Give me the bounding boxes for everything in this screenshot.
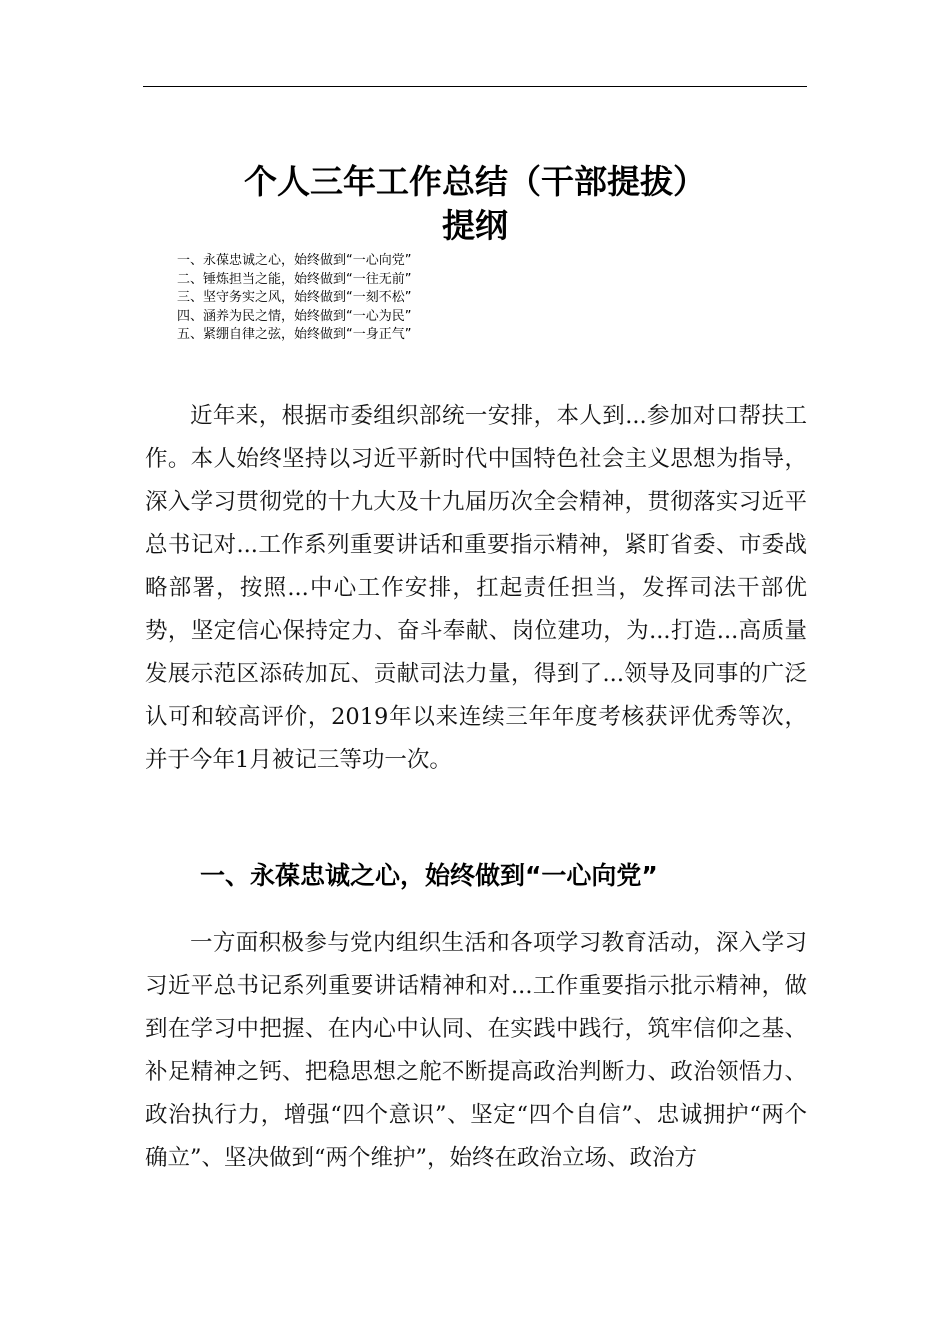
outline-list xyxy=(177,252,411,345)
intro-paragraph: 近年来，根据市委组织部统一安排，本人到...参加对口帮扶工作。本人始终坚持以习近平新时代中国特色社会主义思想为指导，深入学习贯彻党的十九大及十九届历次全会精神，贯彻落实习近平总书记对...工作系列重要讲话和重要指示精神，紧盯省委、市委战略部署，按照...中心工作安排，扛起责任担当，发挥司法干部优势，坚定信心保持定力、奋斗奉献、岗位建功，为...打造...高质量发展示范区添砖加瓦、贡献司法力量，得到了...领导及同事的广泛认可和较高评价，2019年以来连续三年年度考核获评优秀等次，并于今年1月被记三等功一次。 xyxy=(145,403,807,773)
section-heading: 一、永葆忠诚之心，始终做到“一心向党” xyxy=(200,861,658,890)
outline-item: 三、坚守务实之风，始终做到“一刻不松” xyxy=(177,290,412,305)
outline-item: 一、永葆忠诚之心，始终做到“一心向党” xyxy=(177,253,412,268)
document-subtitle: 提纲 xyxy=(442,206,508,245)
outline-item: 二、锤炼担当之能，始终做到“一往无前” xyxy=(177,271,412,287)
outline-item: 五、紧绷自律之弦，始终做到“一身正气” xyxy=(177,327,412,342)
header-rule xyxy=(143,86,807,87)
document-title: 个人三年工作总结（干部提拔） xyxy=(244,162,706,201)
section-paragraph: 一方面积极参与党内组织生活和各项学习教育活动，深入学习习近平总书记系列重要讲话精神和对...工作重要指示批示精神，做到在学习中把握、在内心中认同、在实践中践行，筑牢信仰之基、补足精神之钙、把稳思想之舵不断提高政治判断力、政治领悟力、政治执行力，增强“四个意识”、坚定“四个自信”、忠诚拥护“两个确立”、坚决做到“两个维护”，始终在政治立场、政治方 xyxy=(145,930,807,1171)
outline-item: 四、涵养为民之情，始终做到“一心为民” xyxy=(177,308,412,324)
